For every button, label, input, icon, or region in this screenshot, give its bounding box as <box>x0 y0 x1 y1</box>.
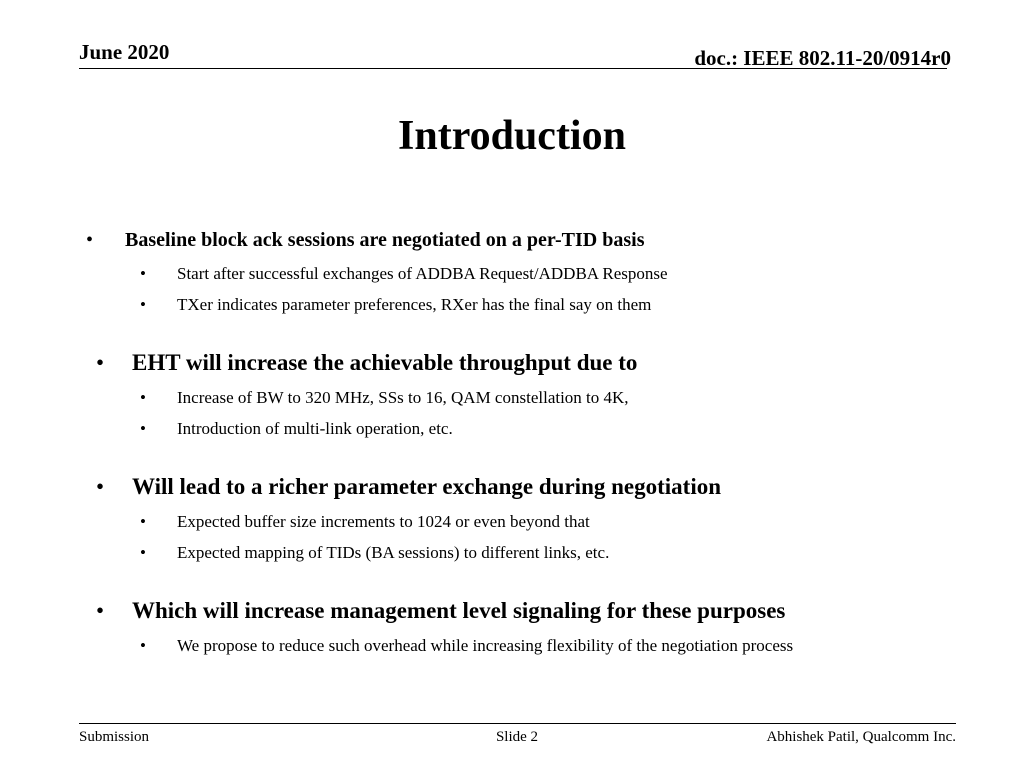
bullet-icon: • <box>96 474 105 499</box>
footer-author: Abhishek Patil, Qualcomm Inc. <box>766 729 956 745</box>
sub-bullet-text: We propose to reduce such overhead while increasing flexibility of the negotiation process <box>177 636 794 655</box>
sub-bullet-text: Increase of BW to 320 MHz, SSs to 16, QAM constellation to 4K, <box>177 388 629 407</box>
bullet-text: Baseline block ack sessions are negotiated on a per-TID basis <box>125 229 645 251</box>
sub-bullet-text: Start after successful exchanges of ADDBA Request/ADDBA Response <box>177 264 668 283</box>
bullet-icon: • <box>86 229 94 251</box>
bullet-icon: • <box>140 388 146 407</box>
header-date: June 2020 <box>79 40 170 64</box>
bullet-icon: • <box>140 419 146 438</box>
bullet-icon: • <box>140 512 146 531</box>
bullet-icon: • <box>140 264 146 283</box>
footer-submission: Submission <box>79 729 150 745</box>
header-doc-id: doc.: IEEE 802.11-20/0914r0 <box>694 46 951 70</box>
footer-divider <box>79 723 956 724</box>
sub-bullet-text: Expected mapping of TIDs (BA sessions) to different links, etc. <box>177 543 610 562</box>
bullet-icon: • <box>140 295 146 314</box>
bullet-icon: • <box>140 543 146 562</box>
bullet-text: Will lead to a richer parameter exchange during negotiation <box>132 474 722 499</box>
bullet-icon: • <box>96 350 105 375</box>
header-divider <box>79 68 947 69</box>
bullet-icon: • <box>140 636 146 655</box>
bullet-icon: • <box>96 598 105 623</box>
bullet-text: EHT will increase the achievable throughput due to <box>132 350 638 375</box>
slide-title: Introduction <box>398 113 626 159</box>
sub-bullet-text: TXer indicates parameter preferences, RXer has the final say on them <box>177 295 652 314</box>
bullet-text: Which will increase management level signaling for these purposes <box>132 598 786 623</box>
sub-bullet-text: Introduction of multi-link operation, etc. <box>177 419 453 438</box>
sub-bullet-text: Expected buffer size increments to 1024 or even beyond that <box>177 512 590 531</box>
footer-slide-number: Slide 2 <box>495 729 539 745</box>
